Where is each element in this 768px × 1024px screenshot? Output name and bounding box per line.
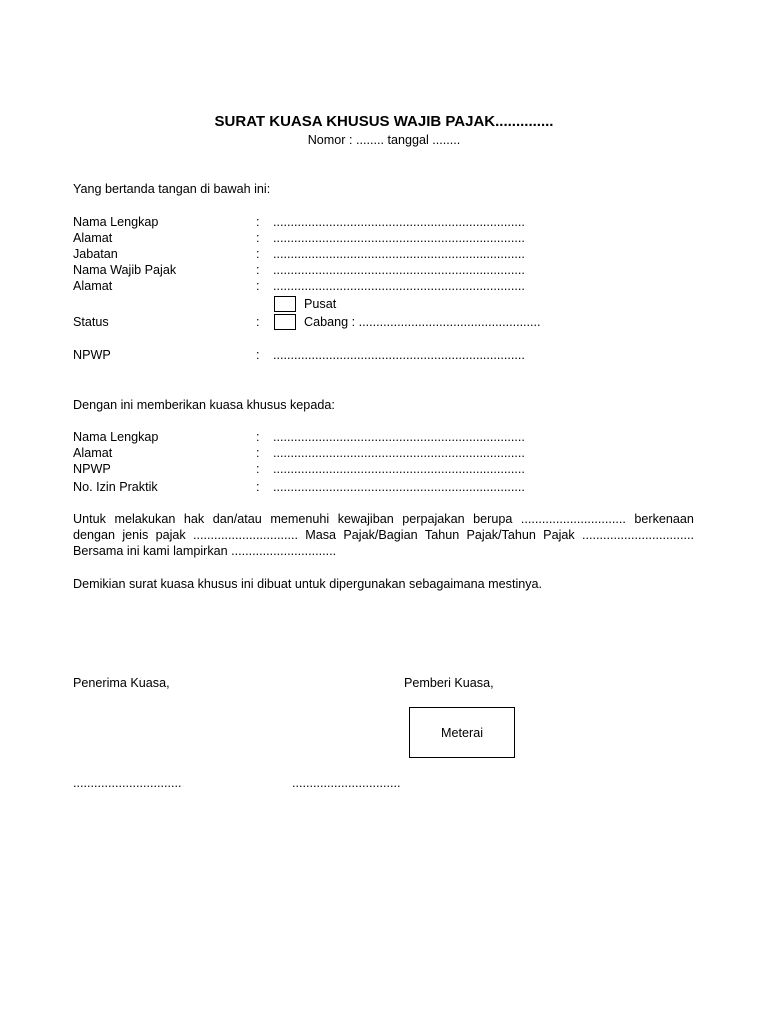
field-label-npwp: NPWP xyxy=(73,348,111,362)
word: Masa xyxy=(305,528,337,542)
grantee-blank-npwp: ........................................................................ xyxy=(273,462,525,476)
word: .............................. xyxy=(192,528,298,542)
grantee-blank-alamat: ........................................................................ xyxy=(273,446,525,460)
word: memenuhi xyxy=(270,512,330,526)
grantee-label-npwp: NPWP xyxy=(73,462,111,476)
giver-signature-line: ............................... xyxy=(292,776,401,790)
status-cabang-label: Cabang : .................................................... xyxy=(304,315,541,329)
field-label-nama-lengkap: Nama Lengkap xyxy=(73,215,159,229)
field-colon: : xyxy=(256,247,260,261)
word: Pajak xyxy=(543,528,575,542)
word: pajak xyxy=(155,528,186,542)
status-pusat-label: Pusat xyxy=(304,297,337,311)
field-colon: : xyxy=(256,215,260,229)
word: Untuk xyxy=(73,512,106,526)
grantee-label-izin-praktik: No. Izin Praktik xyxy=(73,480,158,494)
word: Pajak/Bagian xyxy=(343,528,418,542)
field-blank-nama-wajib-pajak: ........................................................................ xyxy=(273,263,525,277)
field-colon: : xyxy=(256,279,260,293)
word: .............................. xyxy=(520,512,626,526)
field-colon: : xyxy=(256,430,260,444)
field-colon: : xyxy=(256,263,260,277)
field-colon: : xyxy=(256,446,260,460)
field-colon: : xyxy=(256,462,260,476)
body-line-2 xyxy=(73,527,694,543)
word: kewajiban xyxy=(337,512,394,526)
body-line-3: Bersama ini kami lampirkan .............................. xyxy=(73,544,337,558)
word: melakukan xyxy=(114,512,176,526)
word: Tahun xyxy=(424,528,460,542)
receiver-signature-line: ............................... xyxy=(73,776,182,790)
status-pusat-checkbox[interactable] xyxy=(274,296,296,312)
field-label-status: Status xyxy=(73,315,109,329)
field-label-alamat: Alamat xyxy=(73,231,113,245)
grantee-label-nama-lengkap: Nama Lengkap xyxy=(73,430,159,444)
receiver-label: Penerima Kuasa, xyxy=(73,676,170,690)
field-blank-nama-lengkap: ........................................................................ xyxy=(273,215,525,229)
body-paragraph xyxy=(73,511,694,559)
field-colon: : xyxy=(256,231,260,245)
document-number-line: Nomor : ........ tanggal ........ xyxy=(307,133,461,147)
field-colon: : xyxy=(256,480,260,494)
closing-text: Demikian surat kuasa khusus ini dibuat untuk dipergunakan sebagaimana mestinya. xyxy=(73,577,543,591)
field-blank-alamat: ........................................................................ xyxy=(273,231,525,245)
intro-text: Yang bertanda tangan di bawah ini: xyxy=(73,182,271,196)
field-blank-jabatan: ........................................................................ xyxy=(273,247,525,261)
giver-label: Pemberi Kuasa, xyxy=(404,676,494,690)
word: hak xyxy=(183,512,205,526)
field-colon: : xyxy=(256,348,260,362)
document-title: SURAT KUASA KHUSUS WAJIB PAJAK.............. xyxy=(214,113,554,130)
word: berkenaan xyxy=(634,512,694,526)
grantee-blank-izin-praktik: ........................................................................ xyxy=(273,480,525,494)
grantee-blank-nama-lengkap: ........................................................................ xyxy=(273,430,525,444)
word: berupa xyxy=(473,512,513,526)
field-blank-npwp: ........................................................................ xyxy=(273,348,525,362)
stamp-label: Meterai xyxy=(441,725,483,740)
word: Pajak/Tahun xyxy=(466,528,536,542)
grantee-label-alamat: Alamat xyxy=(73,446,113,460)
word: ................................ xyxy=(582,528,694,542)
field-blank-alamat-wp: ........................................................................ xyxy=(273,279,525,293)
field-label-alamat-wp: Alamat xyxy=(73,279,113,293)
word: dan/atau xyxy=(212,512,262,526)
grant-intro-text: Dengan ini memberikan kuasa khusus kepada: xyxy=(73,398,335,412)
status-cabang-checkbox[interactable] xyxy=(274,314,296,330)
field-colon: : xyxy=(256,315,260,329)
word: dengan xyxy=(73,528,116,542)
body-line-1 xyxy=(73,511,694,527)
word: jenis xyxy=(122,528,149,542)
word: perpajakan xyxy=(402,512,465,526)
stamp-box xyxy=(409,707,515,758)
field-label-nama-wajib-pajak: Nama Wajib Pajak xyxy=(73,263,177,277)
field-label-jabatan: Jabatan xyxy=(73,247,118,261)
